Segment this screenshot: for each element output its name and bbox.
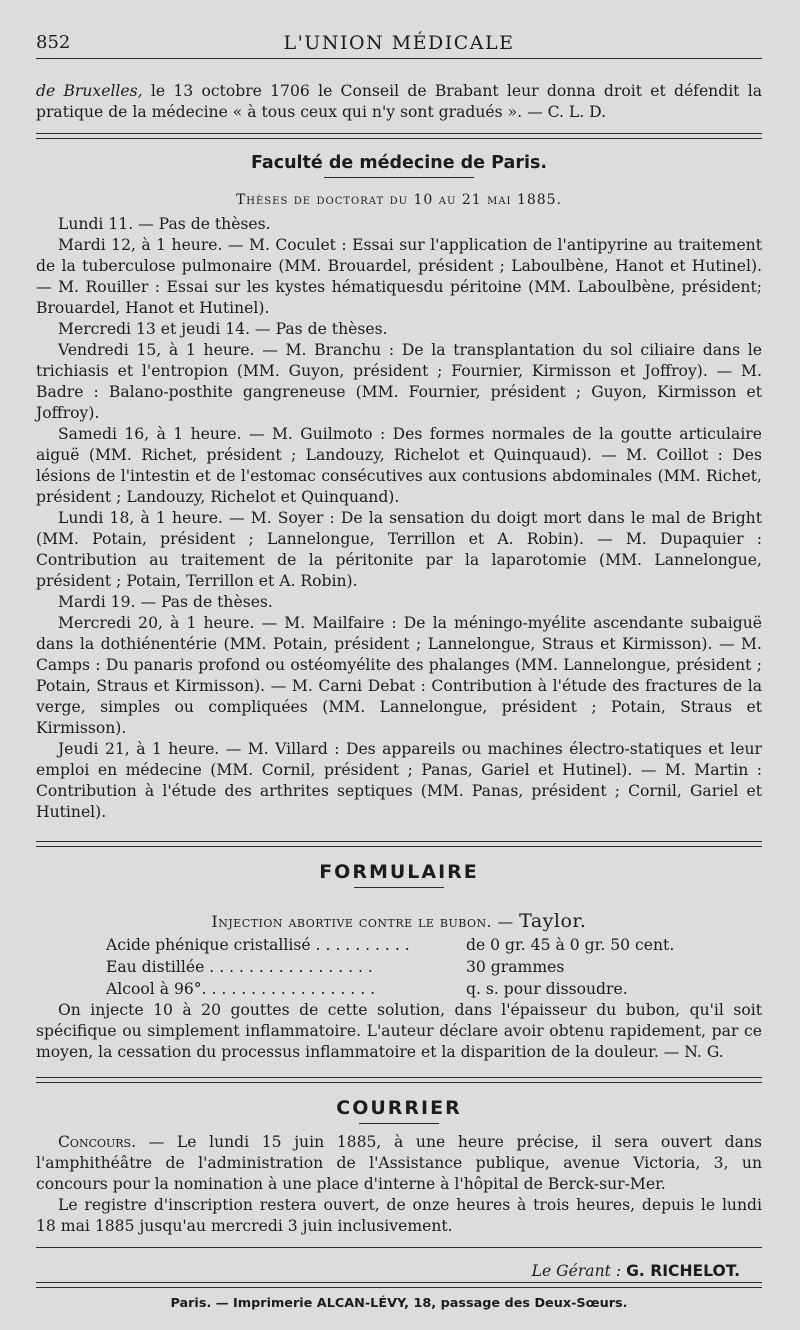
formulaire-title: FORMULAIRE [319, 861, 479, 883]
footer-rule [36, 1247, 762, 1248]
gerant-label: Le Gérant : [531, 1262, 622, 1280]
intro-paragraph [36, 59, 762, 123]
ingredient-quantity: q. s. pour dissoudre. [466, 980, 628, 998]
page-number: 852 [36, 32, 71, 53]
ingredient-name: Eau distillée . . . . . . . . . . . . . . . . . [106, 958, 373, 976]
theses-entry: Lundi 18, à 1 heure. — M. Soyer : De la sensation du doigt mort dans le mal de Bright (MM. Potain, président ; Lannelongue, Terrillon et A. Robin). — M. Dupaquier : Contribution au traitement de la péritonite par la laparotomie (MM. Lannelongue, président ; Potain, Terrillon et A. Robin). [36, 509, 762, 590]
theses-entry: Mercredi 20, à 1 heure. — M. Mailfaire : De la méningo-myélite ascendante subaiguë dans la dothiénentérie (MM. Potain, président ; Lannelongue, Straus et Kirmisson). — M. Camps : Du panaris profond ou ostéomyélite des phalanges (MM. Lannelongue, président ; Potain, Straus et Kirmisson). — M. Carni Debat : Contribution à l'étude des fractures de la verge, simples ou compliquées (MM. Lannelongue, président ; Potain, Straus et Kirmisson). [36, 614, 762, 737]
ingredient-name: Acide phénique cristallisé . . . . . . . . . . [106, 936, 410, 954]
footer-divider [36, 1282, 762, 1288]
theses-entry: Mardi 19. — Pas de thèses. [58, 593, 273, 611]
theses-entry: Jeudi 21, à 1 heure. — M. Villard : Des appareils ou machines électro-statiques et leur emploi en médecine (MM. Cornil, président ; Panas, Gariel et Hutinel). — M. Martin : Contribution à l'étude des arthrites septiques (MM. Panas, président ; Cornil, Gariel et Hutinel). [36, 740, 762, 821]
courrier-text: — Le lundi 15 juin 1885, à une heure précise, il sera ouvert dans l'amphithéâtre de l'administration de l'Assistance publique, avenue Victoria, 3, un concours pour la nomination à une place d'interne à l'hôpital de Berck-sur-Mer. [36, 1133, 762, 1193]
ingredient-row [36, 978, 762, 1000]
courrier-title: COURRIER [336, 1097, 462, 1119]
gerant-name: G. RICHELOT. [626, 1262, 740, 1280]
courrier-paragraph [36, 1132, 762, 1195]
formulaire-text: On injecte 10 à 20 gouttes de cette solution, dans l'épaisseur du bubon, qu'il soit spécifique ou simplement inflammatoire. L'auteur déclare avoir obtenu rapidement, par ce moyen, la cessation du processus inflammatoire et la disparition de la douleur. — N. G. [36, 1001, 762, 1061]
faculte-title-rule [324, 177, 474, 178]
recipe-name: Injection abortive contre le bubon. — [211, 913, 520, 931]
theses-subtitle: Thèses de doctorat du 10 au 21 mai 1885. [235, 192, 563, 208]
theses-entry: Mercredi 13 et jeudi 14. — Pas de thèses. [58, 320, 388, 338]
theses-entry: Mardi 12, à 1 heure. — M. Coculet : Essai sur l'application de l'antipyrine au traitement de la tuberculose pulmonaire (MM. Brouardel, président ; Laboulbène, Hanot et Hutinel). — M. Rouiller : Essai sur les kystes hématiquesdu péritoine (MM. Laboulbène, président; Brouardel, Hanot et Hutinel). [36, 236, 762, 317]
theses-entry: Lundi 11. — Pas de thèses. [58, 215, 271, 233]
intro-text: le 13 octobre 1706 le Conseil de Brabant leur donna droit et défendit la pratique de la médecine « à tous ceux qui n'y sont gradués ». — C. L. D. [36, 82, 762, 121]
ingredient-row [36, 934, 762, 956]
section-divider [36, 1077, 762, 1083]
faculte-title: Faculté de médecine de Paris. [250, 153, 548, 173]
imprint-line: Paris. — Imprimerie ALCAN-LÉVY, 18, passage des Deux-Sœurs. [170, 1296, 628, 1311]
theses-entry: Vendredi 15, à 1 heure. — M. Branchu : De la transplantation du sol ciliaire dans le trichiasis et l'entropion (MM. Guyon, président ; Fournier, Kirmisson et Joffroy). — M. Badre : Balano-posthite gangreneuse (MM. Fournier, président ; Guyon, Kirmisson et Joffroy). [36, 341, 762, 422]
recipe-title [36, 910, 762, 932]
section-divider [36, 133, 762, 139]
section-divider [36, 841, 762, 847]
page-header [36, 0, 762, 58]
gerant-line [36, 1262, 740, 1280]
running-title: L'UNION MÉDICALE [283, 32, 515, 54]
theses-entry: Samedi 16, à 1 heure. — M. Guilmoto : Des formes normales de la goutte articulaire aiguë (MM. Richet, président ; Landouzy, Richelot et Quinquaud). — M. Coillot : Des lésions de l'intestin et de l'estomac consécutives aux contusions abdominales (MM. Richet, président ; Landouzy, Richelot et Quinquand). [36, 425, 762, 506]
courrier-title-rule [359, 1123, 439, 1124]
courrier-paragraph: Le registre d'inscription restera ouvert, de onze heures à trois heures, depuis le lundi 18 mai 1885 jusqu'au mercredi 3 juin inclusivement. [36, 1196, 762, 1235]
courrier-label: Concours. [58, 1133, 137, 1151]
ingredient-row [36, 956, 762, 978]
formulaire-title-rule [354, 887, 444, 888]
ingredient-quantity: de 0 gr. 45 à 0 gr. 50 cent. [466, 936, 675, 954]
recipe-author: Taylor. [519, 910, 587, 932]
intro-city: de Bruxelles, [36, 82, 143, 100]
ingredient-name: Alcool à 96°. . . . . . . . . . . . . . . . . . [106, 980, 376, 998]
ingredient-quantity: 30 grammes [466, 958, 565, 976]
